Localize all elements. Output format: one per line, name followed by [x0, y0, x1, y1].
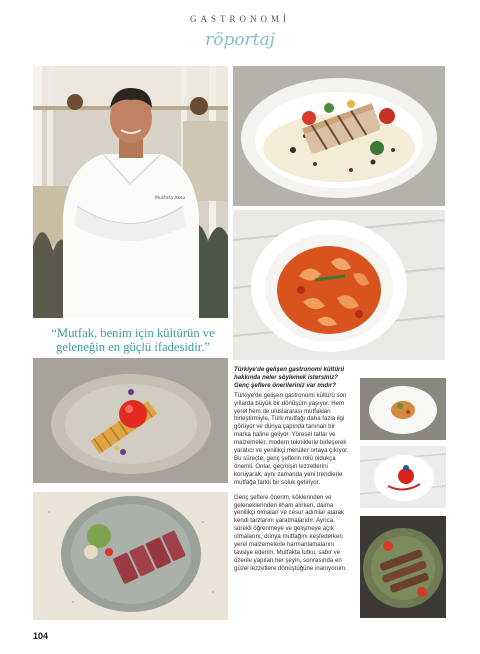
section-title: GASTRONOMİ	[189, 14, 290, 24]
article-paragraph-2: Genç şeflere önerim, köklerinden ve geleneklerinden ilham alırken, daima yenilikçi olmaları ve cesur adımlar atarak kendi tarzlarını yaratmalarıdır. Ayrıca, sürekli öğrenmeye ve gelişmeye açık olmalarını, dünya mutfağını keşfederken yerel malzemelerle harmanlamalarını tavsiye ederim. Mutfakta tutku, sabır ve özenle yapılan her şeyin, sonrasında en güzel lezzetlere dönüştüğüne inanıyorum.	[234, 493, 347, 572]
article-paragraph-1: Türkiye'de gelişen gastronomi kültürü son yıllarda büyük bir dönüşüm yaşıyor. Hem yerel hem de uluslararası mutfakları birleştirmiyle, Türk mutfağı daha fazla ilgi görüyor ve dünya çapında tanınan bir marka haline geliyor. Yöresel tatlar ve malzemeler, modern tekniklerle birleşerek yaratıcı ve yenilikçi menüler ortaya çıkıyor. Bu süreçte, genç şeflerin rolü oldukça önemli. Onlar, geçmişin lezzetlerini koruyarak, aynı zamanda yeni trendlerle mutfağa farklı bir soluk getiriyor.	[234, 391, 349, 486]
small-plate-photo-3	[360, 516, 446, 618]
small-plate-photo-1	[360, 378, 446, 440]
interview-question: Türkiye'de gelişen gastronomi kültürü hakkında neler söylemek istersiniz? Genç şeflere önerileriniz var mıdır?	[234, 366, 345, 389]
chef-jacket-embroidery: Mustafa Aksu	[155, 196, 186, 201]
small-plate-photo-2	[360, 446, 446, 508]
section-subtitle: röportaj	[205, 30, 275, 50]
grilled-fish-dish-photo	[233, 66, 445, 206]
dessert-dish-photo	[33, 358, 228, 483]
article-body	[234, 366, 352, 580]
beef-salad-dish-photo	[33, 492, 228, 620]
chef-portrait-photo	[33, 66, 228, 318]
page-number: 104	[33, 631, 49, 641]
shrimp-bowl-dish-photo	[233, 210, 445, 360]
pull-quote: “Mutfak, benim için kültürün ve geleneğin en güçlü ifadesidir.”	[51, 326, 215, 354]
